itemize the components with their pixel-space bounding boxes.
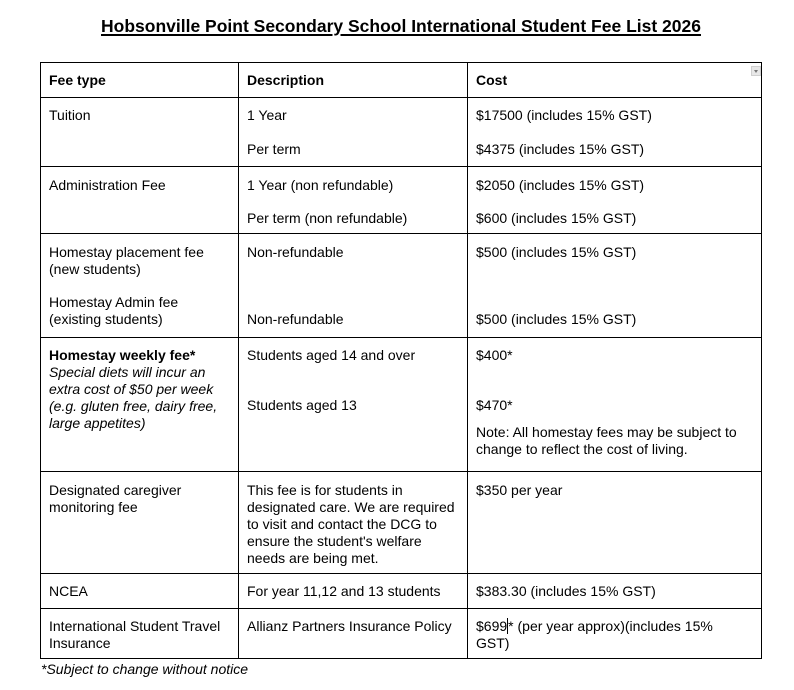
description-text: 1 Year [247, 107, 287, 123]
cost-cell-editing[interactable] [468, 609, 762, 659]
description-text: Per term (non refundable) [247, 210, 408, 226]
cost-text: * (per year approx)(includes 15% GST) [476, 618, 713, 651]
cost-cell-content[interactable] [476, 618, 741, 652]
table-header-row [41, 63, 762, 98]
footnote: *Subject to change without notice [41, 661, 249, 677]
fee-type-label: Homestay Admin fee (existing students) [49, 294, 179, 327]
fee-type-cell [41, 98, 239, 167]
description-cell [239, 98, 468, 167]
fee-type-cell [41, 167, 239, 234]
table-row-homestay-fees [41, 234, 762, 338]
description-text: Students aged 13 [247, 397, 357, 413]
header-cost-label: Cost [476, 71, 508, 88]
fee-type-cell [41, 574, 239, 609]
cost-cell [468, 98, 762, 167]
cell-dropdown-arrow-icon[interactable] [751, 66, 761, 76]
fee-type-label: Designated caregiver monitoring fee [49, 482, 182, 515]
fee-type-label: Homestay placement fee (new students) [49, 244, 204, 277]
fee-type-label: NCEA [49, 582, 88, 599]
table-row-designated-caregiver [41, 472, 762, 574]
description-text: Per term [247, 141, 301, 157]
cost-text: $400* [476, 347, 513, 363]
fee-type-cell [41, 234, 239, 338]
description-cell [239, 472, 468, 574]
cost-cell [468, 574, 762, 609]
fee-type-cell [41, 472, 239, 574]
description-text: Non-refundable [247, 311, 344, 327]
description-text: Allianz Partners Insurance Policy [247, 618, 452, 634]
cost-amount: $699 [476, 618, 508, 634]
fee-type-label: International Student Travel Insurance [49, 618, 221, 651]
table-row-homestay-weekly [41, 338, 762, 472]
description-cell [239, 574, 468, 609]
cost-text: $500 (includes 15% GST) [476, 244, 637, 260]
table-row-tuition [41, 98, 762, 167]
cost-note: Note: All homestay fees may be subject to change to reflect the cost of living. [476, 424, 737, 457]
cost-text: $600 (includes 15% GST) [476, 210, 637, 226]
header-cost [468, 63, 762, 98]
description-text: For year 11,12 and 13 students [247, 582, 441, 599]
fee-type-label: Homestay weekly fee* [49, 347, 196, 363]
cost-text: $470* [476, 397, 513, 413]
fee-type-label: Administration Fee [49, 177, 166, 193]
cost-text: $17500 (includes 15% GST) [476, 107, 652, 123]
table-row-insurance [41, 609, 762, 659]
fee-type-label: Tuition [49, 107, 91, 123]
header-description-label: Description [247, 71, 325, 88]
cost-cell [468, 167, 762, 234]
description-text: This fee is for students in designated care. We are required to visit and contact the DCG to ensure the student's welfare needs are being met. [247, 482, 455, 566]
fee-type-note: Special diets will incur an extra cost of $50 per week (e.g. gluten free, dairy free, large appetites) [49, 364, 218, 431]
description-text: Non-refundable [247, 244, 344, 260]
document-title: Hobsonville Point Secondary School International Student Fee List 2026 [101, 16, 701, 36]
fee-table [40, 62, 762, 659]
cost-cell [468, 234, 762, 338]
description-text: Students aged 14 and over [247, 347, 416, 363]
description-cell [239, 609, 468, 659]
description-cell [239, 167, 468, 234]
cost-cell [468, 472, 762, 574]
header-fee-type [41, 63, 239, 98]
table-row-administration [41, 167, 762, 234]
header-fee-type-label: Fee type [49, 71, 106, 88]
cost-cell [468, 338, 762, 472]
description-text: 1 Year (non refundable) [247, 177, 394, 193]
cost-text: $4375 (includes 15% GST) [476, 141, 645, 157]
cost-text: $500 (includes 15% GST) [476, 311, 637, 327]
header-description [239, 63, 468, 98]
description-cell [239, 338, 468, 472]
table-row-ncea [41, 574, 762, 609]
fee-type-cell [41, 609, 239, 659]
cost-text: $2050 (includes 15% GST) [476, 177, 645, 193]
fee-type-cell [41, 338, 239, 472]
cost-text: $383.30 (includes 15% GST) [476, 582, 656, 599]
cost-text: $350 per year [476, 482, 563, 498]
description-cell [239, 234, 468, 338]
